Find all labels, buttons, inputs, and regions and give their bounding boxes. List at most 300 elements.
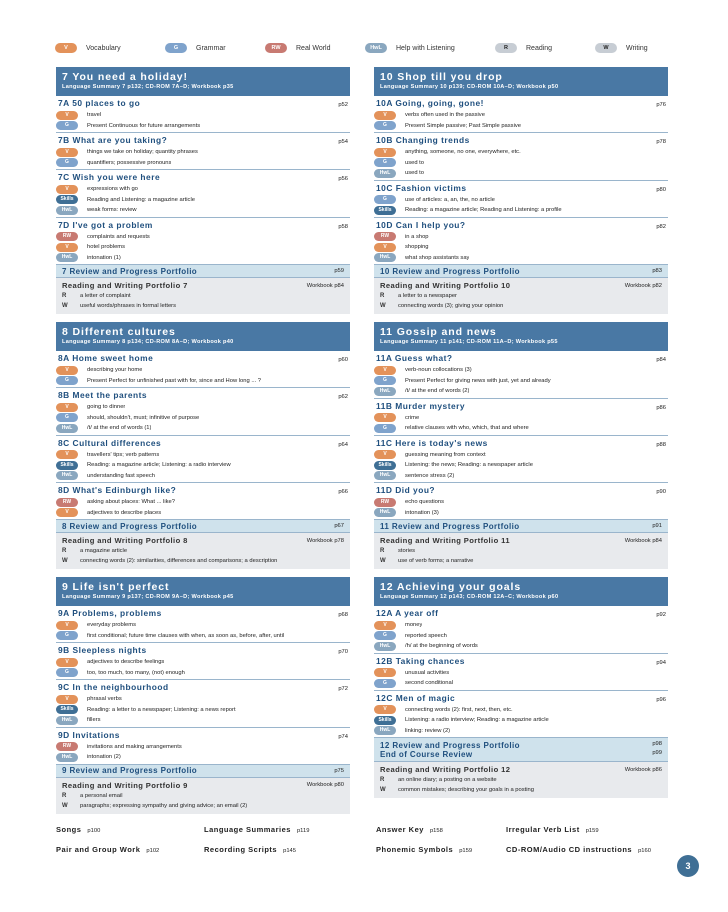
lesson-item-text: relative clauses with who, which, that and where [405, 425, 529, 432]
lesson-item [374, 460, 668, 471]
legend-item [495, 43, 552, 53]
lesson-item [374, 508, 668, 519]
lesson [374, 436, 668, 484]
lesson-header [374, 693, 668, 705]
lesson-title[interactable]: 8C Cultural differences [58, 437, 162, 448]
lesson-item [56, 450, 350, 461]
skill-badge: HwL [56, 716, 78, 725]
lesson-title[interactable]: 7C Wish you were here [58, 172, 161, 182]
portfolio-item-text: connecting words (2): similarities, differences and comparisons; a description [80, 558, 278, 564]
portfolio-item-key: R [380, 777, 385, 783]
lesson-item-text: adjectives to describe feelings [87, 659, 165, 666]
lesson-item-text: going to dinner [87, 404, 126, 411]
skill-badge: HwL [56, 253, 78, 262]
lesson-item [374, 620, 668, 631]
portfolio-page: Workbook p84 [624, 537, 662, 544]
legend-label: Reading [526, 44, 553, 52]
lesson-item [374, 376, 668, 387]
skill-badge: HwL [374, 726, 396, 735]
skill-badge: Skills [56, 195, 78, 204]
skill-badge: HwL [374, 169, 396, 178]
portfolio-item-text: use of verb forms; a narrative [398, 558, 474, 564]
lesson-item [56, 121, 350, 132]
lesson-page: p72 [338, 686, 348, 692]
lesson-item-text: shopping [405, 244, 429, 251]
review-title[interactable]: 12 Review and Progress Portfolio [380, 740, 520, 750]
portfolio-header [380, 535, 662, 546]
lesson-item-text: Reading: a magazine article; Reading and Listening: a profile [405, 207, 562, 214]
portfolio-item [62, 546, 344, 556]
lesson-title[interactable]: 11C Here is today's news [376, 437, 488, 448]
portfolio-item [380, 546, 662, 556]
portfolio-item-text: connecting words (3); giving your opinion [398, 303, 504, 309]
portfolio-item-key: R [62, 548, 67, 554]
review-page: p67 [334, 523, 344, 529]
footer-item-title: Recording Scripts [204, 844, 278, 854]
skill-badge: G [374, 158, 396, 167]
lesson [56, 606, 350, 643]
skill-badge: RW [56, 742, 78, 751]
legend-label: Real World [296, 44, 331, 52]
lesson-page: p54 [338, 139, 348, 145]
lesson-header [374, 183, 668, 195]
lesson-title[interactable]: 11D Did you? [376, 485, 436, 495]
portfolio-item-key: W [62, 303, 68, 309]
lesson-title[interactable]: 7B What are you taking? [58, 135, 168, 145]
portfolio-item [62, 791, 344, 801]
lesson-item-text: verbs often used in the passive [405, 112, 485, 119]
skill-badge: HwL [56, 471, 78, 480]
footer-item-title: Phonemic Symbols [376, 844, 454, 854]
portfolio-item [380, 556, 662, 566]
lesson-item-text: too, too much, too many, (not) enough [87, 669, 185, 676]
portfolio-item [380, 301, 662, 311]
lesson-header [56, 98, 350, 110]
lesson-title[interactable]: 10B Changing trends [376, 135, 470, 145]
lesson [56, 96, 350, 133]
lesson-item-text: complaints and requests [87, 233, 150, 240]
lesson [56, 388, 350, 436]
skill-badge: HwL [374, 508, 396, 517]
lesson-page: p68 [338, 612, 348, 618]
unit-summary: Language Summary 12 p143; CD-ROM 12A–C; Workbook p60 [380, 594, 559, 600]
lesson-item-text: travellers' tips; verb patterns [87, 451, 160, 458]
portfolio-header [380, 764, 662, 775]
unit-block [56, 322, 350, 569]
lesson [56, 643, 350, 680]
footer-item-title: Pair and Group Work [56, 844, 141, 854]
page-number: 3 [677, 855, 699, 877]
legend-item [595, 43, 648, 53]
footer-item[interactable] [56, 845, 159, 854]
lesson-header [56, 353, 350, 365]
lesson-item-text: Listening: a radio interview; Reading: a magazine article [405, 717, 549, 724]
review-title[interactable]: 8 Review and Progress Portfolio [62, 521, 198, 531]
lesson-header [56, 682, 350, 694]
lesson-item-text: Reading: a magazine article; Listening: a radio interview [87, 462, 231, 469]
skill-badge: V [374, 148, 396, 157]
skill-badge: Skills [374, 461, 396, 470]
lesson-title[interactable]: 10A Going, going, gone! [376, 98, 484, 108]
lesson-header [56, 220, 350, 232]
skill-badge: HwL [374, 642, 396, 651]
lesson-page: p88 [656, 441, 666, 448]
lesson-title[interactable]: 11A Guess what? [376, 353, 453, 363]
lesson-item [56, 147, 350, 158]
lesson-page: p60 [338, 357, 348, 363]
portfolio-item-text: a magazine article [80, 548, 128, 554]
footer-item[interactable] [56, 825, 100, 834]
lesson-header [374, 98, 668, 110]
lesson-item [56, 631, 350, 642]
unit-title: 9 Life isn't perfect [62, 581, 170, 593]
lesson-title[interactable]: 8D What's Edinburgh like? [58, 485, 177, 495]
unit-header [374, 577, 668, 606]
lesson-title[interactable]: 12C Men of magic [376, 692, 456, 703]
lesson-item-text: intonation (1) [87, 254, 121, 261]
skill-badge: G [374, 195, 396, 204]
footer-item-title: Irregular Verb List [506, 824, 580, 834]
portfolio-item-text: a personal email [80, 792, 123, 799]
lesson-title[interactable]: 9C In the neighbourhood [58, 682, 169, 692]
lesson-title[interactable]: 9A Problems, problems [58, 608, 162, 618]
lesson-page: p96 [656, 696, 666, 703]
lesson-item-text: things we take on holiday; quantity phrases [87, 149, 198, 156]
skill-badge: V [374, 366, 396, 375]
unit-summary: Language Summary 11 p141; CD-ROM 11A–D; Workbook p55 [380, 339, 558, 345]
review-row [374, 265, 668, 278]
skill-badge: HwL [374, 471, 396, 480]
lesson-header [374, 353, 668, 365]
lesson-item [374, 450, 668, 461]
lesson-header [56, 608, 350, 620]
footer-item-page: p119 [296, 827, 310, 834]
portfolio-box [374, 533, 668, 569]
skill-badge: G [374, 376, 396, 385]
lesson-item [56, 110, 350, 121]
lesson-item [374, 715, 668, 726]
lesson-item [56, 620, 350, 631]
unit-header [56, 67, 350, 96]
lesson-item-text: phrasal verbs [87, 696, 122, 703]
portfolio-item-key: R [62, 792, 67, 799]
lesson-title[interactable]: 9D Invitations [58, 729, 120, 740]
portfolio-item-key: R [380, 293, 385, 299]
portfolio-item [380, 785, 662, 795]
legend-bar [55, 40, 675, 57]
skill-badge: Skills [374, 716, 396, 725]
review-title[interactable]: 9 Review and Progress Portfolio [62, 766, 198, 775]
lesson-title[interactable]: 11B Murder mystery [376, 400, 466, 411]
lesson-item [374, 631, 668, 642]
footer-item[interactable] [376, 825, 443, 834]
lesson-item [374, 413, 668, 424]
lesson [374, 654, 668, 691]
portfolio-item [62, 801, 344, 811]
lesson-item [374, 705, 668, 716]
legend-label: Writing [626, 44, 648, 52]
portfolio-item [380, 775, 662, 785]
lesson-title[interactable]: 12A A year off [376, 608, 439, 618]
lesson [374, 96, 668, 133]
lesson-title[interactable]: 7D I've got a problem [58, 219, 153, 230]
legend-label: Help with Listening [396, 44, 455, 52]
portfolio-item-text: a letter of complaint [80, 293, 131, 299]
lesson-header [374, 608, 668, 620]
skill-badge: HwL [56, 424, 78, 433]
unit-title: 12 Achieving your goals [380, 581, 522, 593]
footer-row [56, 839, 684, 859]
footer-item-title: Language Summaries [204, 824, 291, 834]
lesson-title[interactable]: 8A Home sweet home [58, 353, 154, 363]
skill-badge: RW [56, 498, 78, 507]
portfolio-item [380, 291, 662, 301]
footer-item[interactable] [376, 845, 472, 854]
lesson-item-text: money [405, 622, 423, 629]
lesson-item-text: travel [87, 112, 102, 119]
portfolio-item-key: W [380, 303, 386, 309]
skill-badge: V [56, 403, 78, 412]
skill-badge: V [374, 450, 396, 459]
lesson-header [374, 401, 668, 413]
lesson-item [374, 168, 668, 179]
lesson-item-text: second conditional [405, 680, 454, 687]
legend-badge: RW [265, 43, 287, 53]
skill-badge: G [374, 631, 396, 640]
portfolio-item-text: a letter to a newspaper [398, 293, 457, 299]
legend-item [265, 43, 331, 53]
footer-item-page: p100 [87, 827, 101, 834]
portfolio-header [62, 780, 344, 791]
lesson [56, 170, 350, 218]
skill-badge: V [56, 243, 78, 252]
portfolio-title: Reading and Writing Portfolio 10 [380, 281, 511, 290]
lesson-page: p74 [338, 733, 348, 740]
skill-badge: Skills [56, 705, 78, 714]
end-of-course-review-title[interactable]: End of Course Review [380, 749, 473, 759]
portfolio-box [374, 278, 668, 314]
lesson-item-text: Reading: a letter to a newspaper; Listening: a news report [87, 706, 236, 713]
review-page: p83 [652, 268, 662, 274]
skill-badge: G [56, 413, 78, 422]
lesson-item-text: intonation (2) [87, 754, 121, 761]
unit-title: 10 Shop till you drop [380, 71, 503, 83]
lesson-item [374, 121, 668, 132]
lesson-item [56, 423, 350, 434]
lesson-item-text: echo questions [405, 499, 444, 506]
unit-block [374, 67, 668, 314]
lesson-item [56, 752, 350, 763]
lesson-page: p66 [338, 489, 348, 495]
skill-badge: V [56, 508, 78, 517]
footer-item-page: p159 [459, 847, 473, 854]
contents-footer [56, 819, 684, 859]
lesson-header [56, 172, 350, 184]
skill-badge: V [374, 243, 396, 252]
portfolio-item-key: W [380, 787, 386, 793]
lesson-title[interactable]: 8B Meet the parents [58, 390, 148, 400]
skill-badge: RW [374, 232, 396, 241]
lesson-item-text: /t/ at the end of words (1) [87, 425, 152, 432]
lesson-item-text: reported speech [405, 632, 447, 639]
lesson-item [374, 110, 668, 121]
legend-badge: G [165, 43, 187, 53]
portfolio-page: Workbook p84 [306, 282, 344, 289]
portfolio-item [62, 301, 344, 311]
skill-badge: V [374, 413, 396, 422]
lesson-item-text: /t/ at the end of words (2) [405, 388, 470, 395]
lesson-item [374, 471, 668, 482]
lesson-item-text: fillers [87, 717, 101, 724]
review-line [380, 750, 662, 759]
review-page: p59 [334, 268, 344, 274]
lesson-item [56, 195, 350, 206]
unit-title: 8 Different cultures [62, 326, 176, 338]
portfolio-box [56, 533, 350, 569]
portfolio-title: Reading and Writing Portfolio 7 [62, 281, 188, 290]
lesson-item-text: Present Perfect for giving news with just, yet and already [405, 377, 551, 384]
lesson-item [56, 365, 350, 376]
lesson-item [374, 242, 668, 253]
lesson-item-text: adjectives to describe places [87, 509, 162, 516]
skill-badge: V [374, 668, 396, 677]
lesson-title[interactable]: 7A 50 places to go [58, 98, 141, 108]
lesson-item-text: anything, someone, no one, everywhere, etc. [405, 149, 521, 156]
lesson-item-text: what shop assistants say [405, 254, 470, 261]
lesson-item-text: should, shouldn't, must; infinitive of purpose [87, 414, 200, 421]
lesson-item-text: everyday problems [87, 622, 136, 629]
legend-badge: R [495, 43, 517, 53]
lesson-item-text: use of articles: a, an, the, no article [405, 196, 495, 203]
lesson-header [374, 656, 668, 668]
skill-badge: G [374, 679, 396, 688]
footer-item[interactable] [506, 845, 651, 854]
footer-item-title: Answer Key [376, 824, 424, 834]
portfolio-item-key: W [62, 558, 68, 564]
portfolio-item-key: R [380, 548, 385, 554]
lesson-page: p92 [656, 612, 666, 618]
lesson [374, 133, 668, 181]
review-row [56, 520, 350, 533]
review-title[interactable]: 11 Review and Progress Portfolio [380, 521, 520, 531]
lesson-item-text: sentence stress (2) [405, 472, 455, 479]
end-of-course-review-page: p99 [652, 749, 662, 756]
lesson-item [56, 471, 350, 482]
skill-badge: G [56, 668, 78, 677]
lesson-item-text: Reading and Listening: a magazine article [87, 196, 195, 203]
legend-item [55, 43, 121, 53]
lesson-item-text: used to [405, 159, 425, 166]
lesson-header [374, 485, 668, 497]
review-row [374, 520, 668, 533]
review-title[interactable]: 10 Review and Progress Portfolio [380, 266, 520, 276]
lesson-item [374, 497, 668, 508]
legend-label: Vocabulary [86, 44, 121, 52]
unit-header [374, 322, 668, 351]
lesson-title[interactable]: 9B Sleepless nights [58, 645, 147, 655]
legend-badge: HwL [365, 43, 387, 53]
skill-badge: V [56, 695, 78, 704]
lesson-item [56, 158, 350, 169]
lesson-title[interactable]: 10C Fashion victims [376, 182, 467, 193]
footer-item[interactable] [204, 825, 309, 834]
portfolio-item-key: W [380, 558, 386, 564]
lesson [56, 351, 350, 388]
review-title[interactable]: 7 Review and Progress Portfolio [62, 266, 198, 276]
unit-summary: Language Summary 8 p134; CD-ROM 8A–D; Workbook p40 [62, 339, 234, 345]
footer-item-page: p145 [283, 847, 297, 854]
lesson [56, 483, 350, 520]
lesson-title[interactable]: 12B Taking chances [376, 655, 465, 666]
lesson [56, 436, 350, 484]
unit-block [374, 322, 668, 569]
lesson-title[interactable]: 10D Can I help you? [376, 219, 466, 230]
lesson-header [56, 730, 350, 742]
footer-item-page: p159 [585, 827, 599, 834]
skill-badge: RW [56, 232, 78, 241]
lesson-item [374, 386, 668, 397]
lesson-item [374, 678, 668, 689]
portfolio-page: Workbook p86 [624, 766, 662, 773]
unit-header [56, 577, 350, 606]
footer-item-title: CD-ROM/Audio CD instructions [506, 844, 633, 854]
lesson-page: p78 [656, 139, 666, 145]
lesson-item-text: describing your home [87, 367, 143, 374]
skill-badge: V [374, 111, 396, 120]
lesson [56, 133, 350, 170]
lesson-page: p76 [656, 102, 666, 108]
lesson-header [56, 645, 350, 657]
legend-badge: W [595, 43, 617, 53]
portfolio-header [380, 280, 662, 291]
footer-item[interactable] [204, 845, 296, 854]
footer-item[interactable] [506, 825, 599, 834]
footer-row [56, 819, 684, 839]
lesson-item [374, 365, 668, 376]
skill-badge: V [56, 621, 78, 630]
skill-badge: V [374, 621, 396, 630]
lesson [56, 728, 350, 765]
lesson-header [374, 438, 668, 450]
lesson [56, 218, 350, 266]
lesson-item [374, 641, 668, 652]
lesson-header [56, 438, 350, 450]
lesson [56, 680, 350, 728]
lesson-page: p84 [656, 357, 666, 363]
lesson-item [56, 242, 350, 253]
lesson [374, 691, 668, 739]
unit-block [56, 577, 350, 814]
portfolio-page: Workbook p78 [306, 537, 344, 544]
portfolio-item-text: useful words/phrases in formal letters [80, 303, 177, 309]
skill-badge: HwL [374, 387, 396, 396]
portfolio-box [374, 762, 668, 798]
unit-block [374, 577, 668, 798]
unit-title: 7 You need a holiday! [62, 71, 188, 83]
skill-badge: V [56, 366, 78, 375]
lesson-item [56, 376, 350, 387]
portfolio-page: Workbook p80 [306, 782, 344, 788]
lesson-item-text: invitations and making arrangements [87, 743, 182, 750]
lesson-item-text: Listening: the news; Reading: a newspaper article [405, 462, 533, 469]
lesson [374, 606, 668, 654]
portfolio-box [56, 778, 350, 814]
skill-badge: G [374, 121, 396, 130]
lesson-item [374, 668, 668, 679]
lesson-item-text: Present Perfect for unfinished past with for, since and How long ... ? [87, 377, 261, 384]
lesson-item [56, 402, 350, 413]
portfolio-title: Reading and Writing Portfolio 11 [380, 536, 510, 545]
